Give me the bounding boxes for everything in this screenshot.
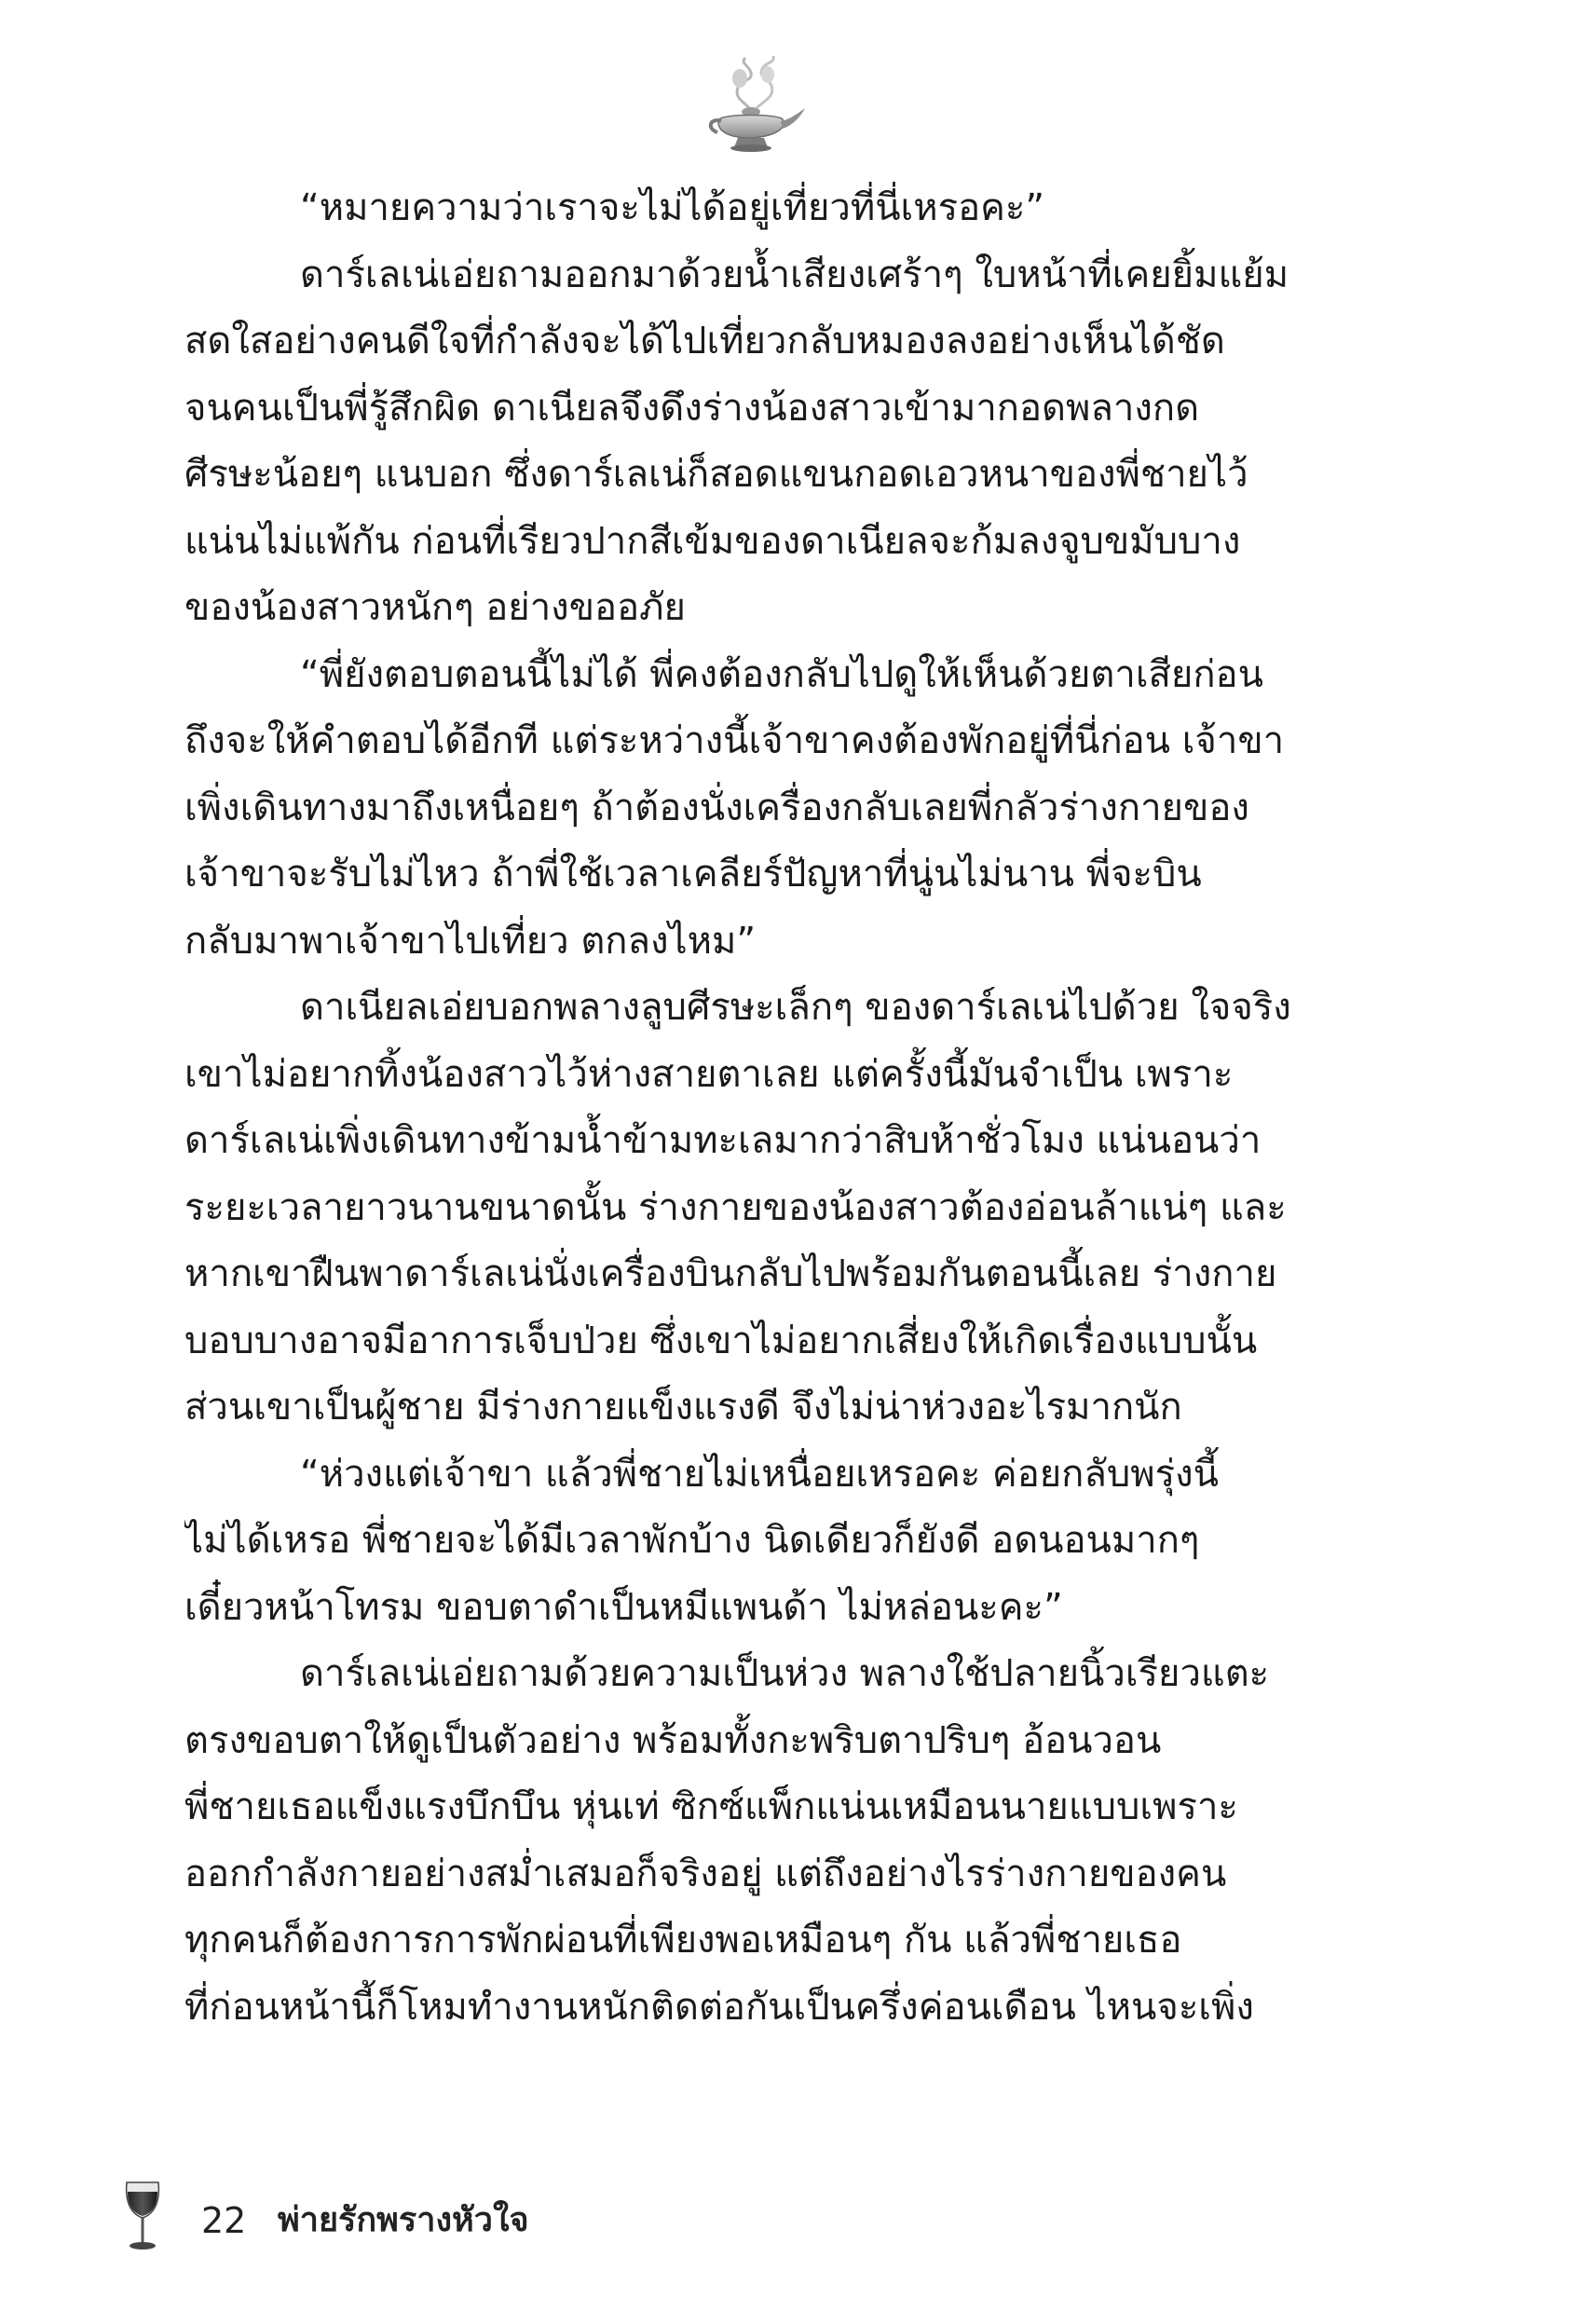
page-number: 22 xyxy=(201,2200,247,2241)
paragraph-line: “พี่ยังตอบตอนนี้ไม่ได้ พี่คงต้องกลับไปดูให้เห็นด้วยตาเสียก่อน xyxy=(300,652,1263,696)
paragraph-line: ไม่ได้เหรอ พี่ชายจะได้มีเวลาพักบ้าง นิดเดียวก็ยังดี อดนอนมากๆ xyxy=(184,1519,1200,1562)
paragraph-line: ดาร์เลเน่เอ่ยถามด้วยความเป็นห่วง พลางใช้ปลายนิ้วเรียวแตะ xyxy=(300,1652,1270,1695)
paragraph-line: ส่วนเขาเป็นผู้ชาย มีร่างกายแข็งแรงดี จึงไม่น่าห่วงอะไรมากนัก xyxy=(184,1386,1182,1429)
paragraph-line: สดใสอย่างคนดีใจที่กำลังจะได้ไปเที่ยวกลับหมองลงอย่างเห็นได้ชัด xyxy=(184,320,1225,362)
paragraph-line: เขาไม่อยากทิ้งน้องสาวไว้ห่างสายตาเลย แต่ครั้งนี้มันจำเป็น เพราะ xyxy=(184,1052,1234,1096)
paragraph-line: ระยะเวลายาวนานขนาดนั้น ร่างกายของน้องสาวต้องอ่อนล้าแน่ๆ และ xyxy=(184,1185,1287,1229)
paragraph-line: เพิ่งเดินทางมาถึงเหนื่อยๆ ถ้าต้องนั่งเครื่องกลับเลยพี่กลัวร่างกายของ xyxy=(184,786,1249,829)
paragraph-line: เจ้าขาจะรับไม่ไหว ถ้าพี่ใช้เวลาเคลียร์ปัญหาที่นู่นไม่นาน พี่จะบิน xyxy=(184,853,1202,896)
paragraph-line: “หมายความว่าเราจะไม่ได้อยู่เที่ยวที่นี่เหรอคะ” xyxy=(300,186,1045,229)
paragraph-line: ศีรษะน้อยๆ แนบอก ซึ่งดาร์เลเน่ก็สอดแขนกอดเอวหนาของพี่ชายไว้ xyxy=(184,453,1248,496)
paragraph-line: ดาเนียลเอ่ยบอกพลางลูบศีรษะเล็กๆ ของดาร์เลเน่ไปด้วย ใจจริง xyxy=(300,986,1291,1029)
paragraph-line: ทุกคนก็ต้องการการพักผ่อนที่เพียงพอเหมือนๆ กัน แล้วพี่ชายเธอ xyxy=(184,1919,1182,1962)
paragraph-line: จนคนเป็นพี่รู้สึกผิด ดาเนียลจึงดึงร่างน้องสาวเข้ามากอดพลางกด xyxy=(184,386,1200,430)
paragraph-line: พี่ชายเธอแข็งแรงบึกบึน หุ่นเท่ ซิกซ์แพ็กแน่นเหมือนนายแบบเพราะ xyxy=(184,1785,1238,1828)
paragraph-line: “ห่วงแต่เจ้าขา แล้วพี่ชายไม่เหนื่อยเหรอคะ ค่อยกลับพรุ่งนี้ xyxy=(300,1452,1219,1496)
paragraph-line: ดาร์เลเน่เพิ่งเดินทางข้ามน้ำข้ามทะเลมากว่าสิบห้าชั่วโมง แน่นอนว่า xyxy=(184,1119,1262,1162)
paragraph-line: แน่นไม่แพ้กัน ก่อนที่เรียวปากสีเข้มของดาเนียลจะก้มลงจูบขมับบาง xyxy=(184,519,1241,563)
paragraph-line: บอบบางอาจมีอาการเจ็บป่วย ซึ่งเขาไม่อยากเสี่ยงให้เกิดเรื่องแบบนั้น xyxy=(184,1319,1258,1362)
page-footer xyxy=(119,2179,865,2253)
genie-lamp-icon xyxy=(697,54,809,157)
paragraph-line: ออกกำลังกายอย่างสม่ำเสมอก็จริงอยู่ แต่ถึงอย่างไรร่างกายของคน xyxy=(184,1852,1227,1895)
paragraph-line: หากเขาฝืนพาดาร์เลเน่นั่งเครื่องบินกลับไปพร้อมกันตอนนี้เลย ร่างกาย xyxy=(184,1252,1277,1295)
body-text xyxy=(184,175,1340,2041)
paragraph-line: กลับมาพาเจ้าขาไปเที่ยว ตกลงไหม” xyxy=(184,919,757,963)
paragraph-line: ดาร์เลเน่เอ่ยถามออกมาด้วยน้ำเสียงเศร้าๆ ใบหน้าที่เคยยิ้มแย้ม xyxy=(300,253,1289,296)
book-title: พ่ายรักพรางหัวใจ xyxy=(278,2201,529,2239)
paragraph-line: ที่ก่อนหน้านี้ก็โหมทำงานหนักติดต่อกันเป็นครึ่งค่อนเดือน ไหนจะเพิ่ง xyxy=(184,1985,1254,2029)
wine-glass-icon xyxy=(119,2179,166,2253)
paragraph-line: ของน้องสาวหนักๆ อย่างขออภัย xyxy=(184,586,686,629)
paragraph-line: ถึงจะให้คำตอบได้อีกที แต่ระหว่างนี้เจ้าขาคงต้องพักอยู่ที่นี่ก่อน เจ้าขา xyxy=(184,719,1285,762)
paragraph-line: เดี๋ยวหน้าโทรม ขอบตาดำเป็นหมีแพนด้า ไม่หล่อนะคะ” xyxy=(184,1585,1063,1629)
paragraph-line: ตรงขอบตาให้ดูเป็นตัวอย่าง พร้อมทั้งกะพริบตาปริบๆ อ้อนวอน xyxy=(184,1718,1162,1762)
